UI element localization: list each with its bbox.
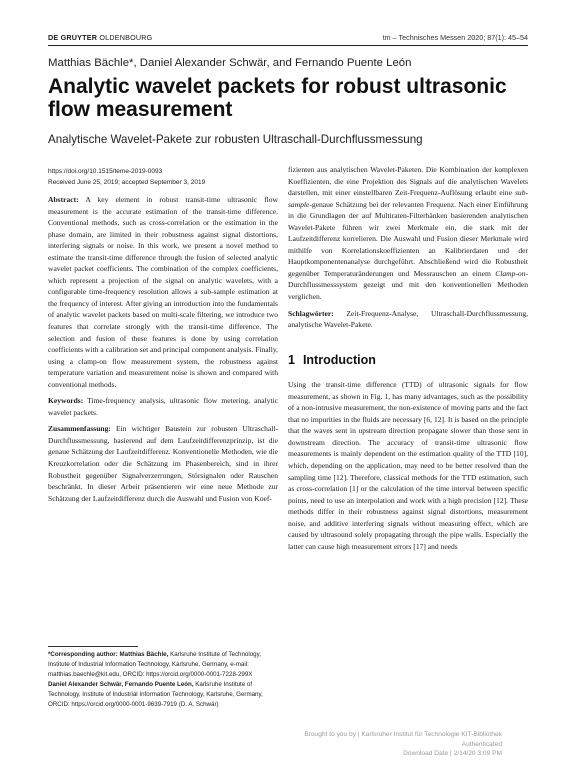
zusammenfassung-text-c: -genaue Schätzung bei der relevanten Frequenz. Nach einer Einführung in die Grundlagen der auf Multiraten-Filterbänken basierenden analytischen Wavelet-Pakete führen wir zwei Merkmale ein, die stark mit der Laufzeitdifferenz korrelieren. Die Auswahl und Fusion dieser Merkmale wird mithilfe von Korrelationskoeffizienten an Kalibrierdaten und der Hauptkomponentenanalyse durchgeführt. Abschließend wird die Robustheit gegenüber Temperaturänderungen und Messrauschen an einem (288, 199, 528, 278)
abstract-paragraph (48, 194, 278, 390)
header-rule (48, 45, 528, 46)
doi-link[interactable]: https://doi.org/10.1515/teme-2019-0093 (48, 168, 163, 175)
corresponding-author-note (48, 650, 278, 680)
publisher-rest: OLDENBOURG (99, 33, 153, 42)
schlagwoerter-paragraph (288, 308, 528, 331)
received-dates: Received June 25, 2019; accepted September 3, 2019 (48, 178, 206, 186)
corresponding-author-label: *Corresponding author: Matthias Bächle, (48, 651, 169, 658)
section-heading-introduction (288, 352, 528, 367)
watermark-line-2: Authenticated (461, 740, 502, 748)
schlagwoerter-text: Zeit-Frequenz-Analyse, Ultraschall-Durchflussmessung, analytische Wavelet-Pakete. (288, 308, 528, 330)
zusammenfassung-label: Zusammenfassung: (48, 424, 111, 434)
paper-title: Analytic wavelet packets for robust ultrasonic flow measurement (48, 75, 507, 121)
watermark-line-1: Brought to you by | Karlsruher Institut für Technologie KIT-Bibliothek (304, 731, 502, 738)
author-footnotes (48, 650, 278, 711)
coauthor-label: Daniel Alexander Schwär, Fernando Puente León, (48, 681, 194, 689)
abstract-label: Abstract: (48, 195, 79, 204)
corresponding-author-text: Karlsruhe Institute of Technology, Institute of Industrial Information Technology, Karlsruhe, Germany, e-mail: matthias.baechle@kit.edu, ORCID: https://orcid.org/0000-0001-7228-299X (48, 651, 261, 679)
zusammenfassung-text-b: fizienten aus analytischen Wavelet-Paketen. Die Kombination der komplexen Koeffizienten, die eine Projektion des Signals auf die analytischen Wavelets darstellen, mit einer einstellbaren Zeit-Frequenz-Auflösung erlaubt eine (288, 165, 528, 198)
journal-reference: tm – Technisches Messen 2020; 87(1): 45–54 (382, 33, 528, 42)
keywords-paragraph (48, 395, 278, 418)
zusammenfassung-text-a: Ein wichtiger Baustein zur robusten Ultraschall-Durchflussmessung, basierend auf dem Laufzeitdifferenzprinzip, ist die genaue Schätzung der Laufzeitdifferenz. Konventionelle Methoden, wie die Kreuzkorrelation oder die Schätzung im Phasenbereich, sind in ihrer Robustheit gegenüber Signalverzerrungen, Störsignalen oder Rauschen beschränkt. In dieser Arbeit präsentieren wir eine neue Methode zur Schätzung der Laufzeitdifferenz durch die Auswahl und Fusion von Koef- (48, 424, 278, 503)
publisher-name (48, 33, 152, 42)
zusammenfassung-emphasis-2: Clamp-on (495, 268, 526, 278)
page-header (48, 31, 528, 45)
publisher-bold: DE GRUYTER (48, 33, 98, 42)
zusammenfassung-paragraph (48, 423, 278, 504)
article-meta (48, 167, 278, 188)
coauthor-text: Karlsruhe Institute of Technology, Institute of Industrial Information Technology, Karlsruhe, Germany, ORCID: https://orcid.org/0000-0001-9639-7919 (D. A. Schwär) (48, 681, 263, 709)
abstract-text: A key element in robust transit-time ultrasonic flow measurement is the accurate estimation of the transit-time difference. Conventional methods, such as cross-correlation or the estimation in the phase domain, are limited in their robustness against signal distortions, interfering signals or noise. In this work, we present a novel method to estimate the transit-time difference through the fusion of selected analytic wavelet packet coefficients. The combination of the complex coefficients, which represent a projection of the signal on analytic wavelets, with a configurable time-frequency resolution allows a sub-sample estimation at the frequency of interest. After giving an introduction into the fundamentals of analytic wavelet packets based on multi-scale filtering, we introduce two features that correlate strongly with the transit-time difference. The selection and fusion of these features is done by using correlation coefficients with a calibration set and principal component analysis. Finally, using a clamp-on flow measurement system, the robustness against temperature variation and measurement noise is shown and compared with conventional methods. (48, 195, 278, 389)
left-column (48, 194, 278, 509)
keywords-text: Time-frequency analysis, ultrasonic flow metering, analytic wavelet packets. (48, 396, 278, 417)
section-number: 1 (288, 352, 295, 367)
introduction-paragraph: Using the transit-time difference (TTD) of ultrasonic signals for flow measurement, as shown in Fig. 1, has many advantages, such as the possibility of a non-intrusive measurement, the non-existence of moving parts and the fact that no impurities in the fluids are necessary [6, 12]. It is based on the principle that the waves sent in upstream direction propagate slower than those sent in downstream direction. The accuracy of transit-time ultrasonic flow measurements is mainly dependent on the estimation quality of the TTD [10], which, depending on the application, may need to be better resolved than the sampling time [12]. Therefore, classical methods for the TTD estimation, such as cross-correlation [1] or the calculation of the time interval between specific points, need to use an interpolation and work with a high precision [12]. These methods differ in their robustness against signal distortions, measurement noise, and additive interfering signals without measuring effect, which are caused by ultrasound solely propagating through the pipe walls. Especially the latter can cause high measurement errors [17] and needs (288, 380, 528, 551)
download-watermark (270, 730, 502, 759)
zusammenfassung-continued (288, 164, 528, 303)
zusammenfassung-text-d: -Durchflussmesssystem gezeigt und mit den konventionellen Methoden verglichen. (288, 268, 528, 302)
right-column (288, 164, 528, 557)
coauthor-note (48, 680, 278, 710)
zusammenfassung-emphasis: sub-sample (288, 188, 528, 209)
section-title: Introduction (302, 352, 376, 367)
author-list: Matthias Bächle*, Daniel Alexander Schwär, and Fernando Puente León (48, 57, 412, 69)
schlagwoerter-label: Schlagwörter: (288, 308, 334, 318)
keywords-label: Keywords: (48, 396, 84, 406)
paper-subtitle: Analytische Wavelet-Pakete zur robusten Ultraschall-Durchflussmessung (48, 133, 423, 146)
footnote-rule (48, 646, 138, 647)
watermark-line-3: Download Date | 2/14/20 3:09 PM (403, 750, 502, 757)
